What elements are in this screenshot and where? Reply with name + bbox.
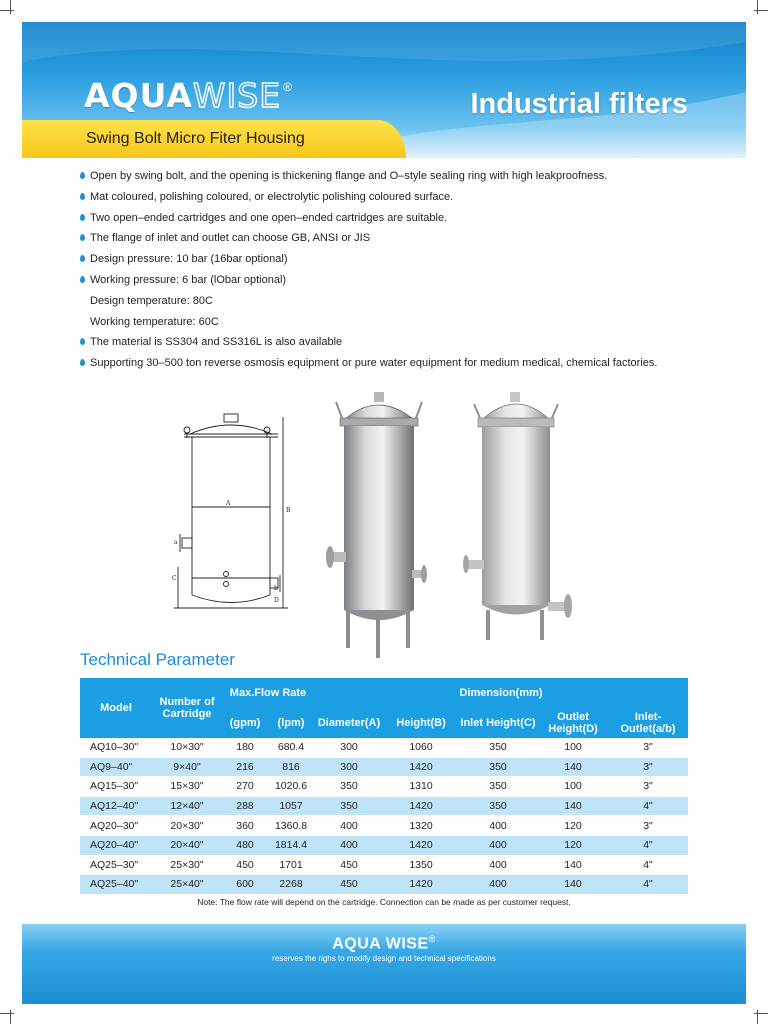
cell-inlet-height: 350 xyxy=(458,738,538,757)
cell-gpm: 360 xyxy=(222,816,268,836)
table-note: Note: The flow rate will depend on the cartridge. Connection can be made as per customer request. xyxy=(197,897,571,907)
cell-outlet-height: 140 xyxy=(538,757,608,777)
feature-item xyxy=(80,272,720,293)
cell-gpm: 288 xyxy=(222,796,268,816)
water-drop-icon xyxy=(80,359,85,366)
cell-lpm: 1360.8 xyxy=(268,816,314,836)
feature-list xyxy=(80,168,720,376)
cell-inlet-height: 350 xyxy=(458,796,538,816)
subtitle-band xyxy=(22,120,406,158)
cell-outlet-height: 140 xyxy=(538,875,608,895)
col-header-inlet-height: Inlet Height(C) xyxy=(458,708,538,738)
cell-inlet-height: 400 xyxy=(458,816,538,836)
drawing-label-a: a xyxy=(174,539,178,546)
registered-mark: ® xyxy=(283,80,292,94)
filter-housing-photo-side xyxy=(460,384,578,646)
crop-mark xyxy=(757,1010,758,1024)
table-row xyxy=(80,835,688,855)
cell-lpm: 816 xyxy=(268,757,314,777)
feature-item xyxy=(80,314,720,335)
crop-mark xyxy=(10,0,11,14)
cell-cartridge: 25×40" xyxy=(152,875,222,895)
feature-text: The material is SS304 and SS316L is also available xyxy=(90,336,343,349)
feature-text: Mat coloured, polishing coloured, or electrolytic polishing coloured surface. xyxy=(90,190,454,203)
water-drop-icon xyxy=(80,338,85,345)
feature-text: Open by swing bolt, and the opening is thickening flange and O–style sealing ring with high leakproofness. xyxy=(90,170,608,182)
col-header-lpm: (lpm) xyxy=(268,708,314,738)
table-row xyxy=(80,738,688,757)
table-row xyxy=(80,875,688,895)
col-header-gpm: (gpm) xyxy=(222,708,268,738)
cell-cartridge: 20×40" xyxy=(152,835,222,855)
col-header-cartridge: Number of Cartridge xyxy=(152,678,222,738)
feature-text: Supporting 30–500 ton reverse osmosis equipment or pure water equipment for medium medical, chemical factories. xyxy=(90,357,658,370)
cell-lpm: 1020.6 xyxy=(268,777,314,797)
col-header-diameter: Diameter(A) xyxy=(314,708,384,738)
cell-height: 1420 xyxy=(384,875,458,895)
cell-inlet-outlet: 3" xyxy=(608,738,688,757)
water-drop-icon xyxy=(80,193,85,200)
footer-brand-name: AQUA WISE xyxy=(332,935,429,953)
cell-height: 1060 xyxy=(384,738,458,757)
filter-housing-line-drawing xyxy=(168,412,302,614)
table-row xyxy=(80,816,688,836)
drawing-label-C: C xyxy=(172,575,177,582)
cell-height: 1420 xyxy=(384,835,458,855)
cell-cartridge: 9×40" xyxy=(152,757,222,777)
feature-item xyxy=(80,168,720,189)
feature-text: Working temperature: 60C xyxy=(90,315,219,328)
cell-cartridge: 15×30" xyxy=(152,777,222,797)
col-header-outlet-height: Outlet Height(D) xyxy=(538,708,608,738)
cell-model: AQ20–40" xyxy=(80,835,152,855)
cell-outlet-height: 100 xyxy=(538,738,608,757)
cell-height: 1320 xyxy=(384,816,458,836)
cell-gpm: 216 xyxy=(222,757,268,777)
feature-item xyxy=(80,230,720,251)
cell-outlet-height: 120 xyxy=(538,816,608,836)
cell-inlet-outlet: 4" xyxy=(608,796,688,816)
cell-outlet-height: 120 xyxy=(538,835,608,855)
cell-height: 1310 xyxy=(384,777,458,797)
cell-model: AQ25–40" xyxy=(80,875,152,895)
cell-inlet-outlet: 3" xyxy=(608,777,688,797)
cell-inlet-outlet: 4" xyxy=(608,855,688,875)
crop-mark xyxy=(757,0,758,14)
cell-inlet-height: 400 xyxy=(458,855,538,875)
col-header-model: Model xyxy=(80,678,152,738)
cell-gpm: 480 xyxy=(222,835,268,855)
cell-cartridge: 10×30" xyxy=(152,738,222,757)
drawing-label-A: A xyxy=(226,500,231,507)
cell-lpm: 1057 xyxy=(268,796,314,816)
feature-text: Design pressure: 10 bar (16bar optional) xyxy=(90,253,288,266)
cell-inlet-height: 350 xyxy=(458,777,538,797)
cell-inlet-height: 400 xyxy=(458,875,538,895)
cell-gpm: 270 xyxy=(222,777,268,797)
cell-gpm: 600 xyxy=(222,875,268,895)
feature-item xyxy=(80,189,720,210)
feature-item xyxy=(80,355,720,376)
cell-lpm: 2268 xyxy=(268,875,314,895)
water-drop-icon xyxy=(80,276,85,283)
crop-mark xyxy=(0,10,14,11)
col-header-inlet-outlet: Inlet-Outlet(a/b) xyxy=(608,708,688,738)
cell-model: AQ10–30" xyxy=(80,738,152,757)
cell-lpm: 680.4 xyxy=(268,738,314,757)
cell-lpm: 1701 xyxy=(268,855,314,875)
feature-text: Design temperature: 80C xyxy=(90,294,213,307)
cell-model: AQ9–40" xyxy=(80,757,152,777)
logo-aqua-text: AQUA xyxy=(84,76,193,115)
cell-lpm: 1814.4 xyxy=(268,835,314,855)
table-row xyxy=(80,796,688,816)
table-row xyxy=(80,757,688,777)
water-drop-icon xyxy=(80,234,85,241)
col-header-dimension: Dimension(mm) xyxy=(314,678,688,708)
feature-text: The flange of inlet and outlet can choose GB, ANSI or JIS xyxy=(90,232,371,245)
cell-gpm: 180 xyxy=(222,738,268,757)
cell-outlet-height: 140 xyxy=(538,796,608,816)
cell-inlet-height: 350 xyxy=(458,757,538,777)
cell-height: 1350 xyxy=(384,855,458,875)
cell-diameter: 450 xyxy=(314,855,384,875)
footer-tagline: reserves the righs to modify design and technical specifications xyxy=(272,954,496,963)
cell-inlet-height: 400 xyxy=(458,835,538,855)
footer-brand xyxy=(22,934,746,953)
cell-inlet-outlet: 3" xyxy=(608,816,688,836)
cell-outlet-height: 140 xyxy=(538,855,608,875)
water-drop-icon xyxy=(80,172,85,179)
footer-registered-mark: ® xyxy=(428,934,436,944)
cell-outlet-height: 100 xyxy=(538,777,608,797)
table-row xyxy=(80,855,688,875)
crop-mark xyxy=(0,1013,14,1014)
table-row xyxy=(80,777,688,797)
cell-cartridge: 25×30" xyxy=(152,855,222,875)
page-title: Industrial filters xyxy=(470,88,688,120)
feature-item xyxy=(80,210,720,231)
cell-diameter: 400 xyxy=(314,816,384,836)
feature-item xyxy=(80,334,720,355)
feature-item xyxy=(80,293,720,314)
cell-model: AQ12–40" xyxy=(80,796,152,816)
cell-cartridge: 12×40" xyxy=(152,796,222,816)
col-header-height: Height(B) xyxy=(384,708,458,738)
drawing-label-D: D xyxy=(274,597,279,604)
drawing-label-B: B xyxy=(286,507,291,514)
cell-inlet-outlet: 4" xyxy=(608,835,688,855)
filter-housing-photo-front xyxy=(318,384,450,662)
cell-model: AQ15–30" xyxy=(80,777,152,797)
technical-parameter-heading: Technical Parameter xyxy=(80,650,235,669)
crop-mark xyxy=(10,1010,11,1024)
cell-diameter: 350 xyxy=(314,796,384,816)
cell-cartridge: 20×30" xyxy=(152,816,222,836)
cell-diameter: 300 xyxy=(314,738,384,757)
water-drop-icon xyxy=(80,214,85,221)
feature-text: Working pressure: 6 bar (lObar optional) xyxy=(90,273,287,286)
cell-diameter: 350 xyxy=(314,777,384,797)
feature-text: Two open–ended cartridges and one open–ended cartridges are suitable. xyxy=(90,211,448,224)
col-header-flow-rate: Max.Flow Rate xyxy=(222,678,314,708)
cell-height: 1420 xyxy=(384,757,458,777)
cell-inlet-outlet: 4" xyxy=(608,875,688,895)
water-drop-icon xyxy=(80,255,85,262)
cell-diameter: 450 xyxy=(314,875,384,895)
brand-logo xyxy=(84,76,292,116)
cell-gpm: 450 xyxy=(222,855,268,875)
cell-height: 1420 xyxy=(384,796,458,816)
cell-diameter: 400 xyxy=(314,835,384,855)
footer-banner xyxy=(22,924,746,1004)
drawing-label-b: b xyxy=(274,585,278,592)
logo-wise-text: WISE xyxy=(192,76,282,115)
cell-model: AQ20–30" xyxy=(80,816,152,836)
cell-diameter: 300 xyxy=(314,757,384,777)
technical-parameter-table xyxy=(80,678,688,895)
feature-item xyxy=(80,251,720,272)
cell-model: AQ25–30" xyxy=(80,855,152,875)
product-subtitle: Swing Bolt Micro Fiter Housing xyxy=(86,130,305,147)
cell-inlet-outlet: 3" xyxy=(608,757,688,777)
